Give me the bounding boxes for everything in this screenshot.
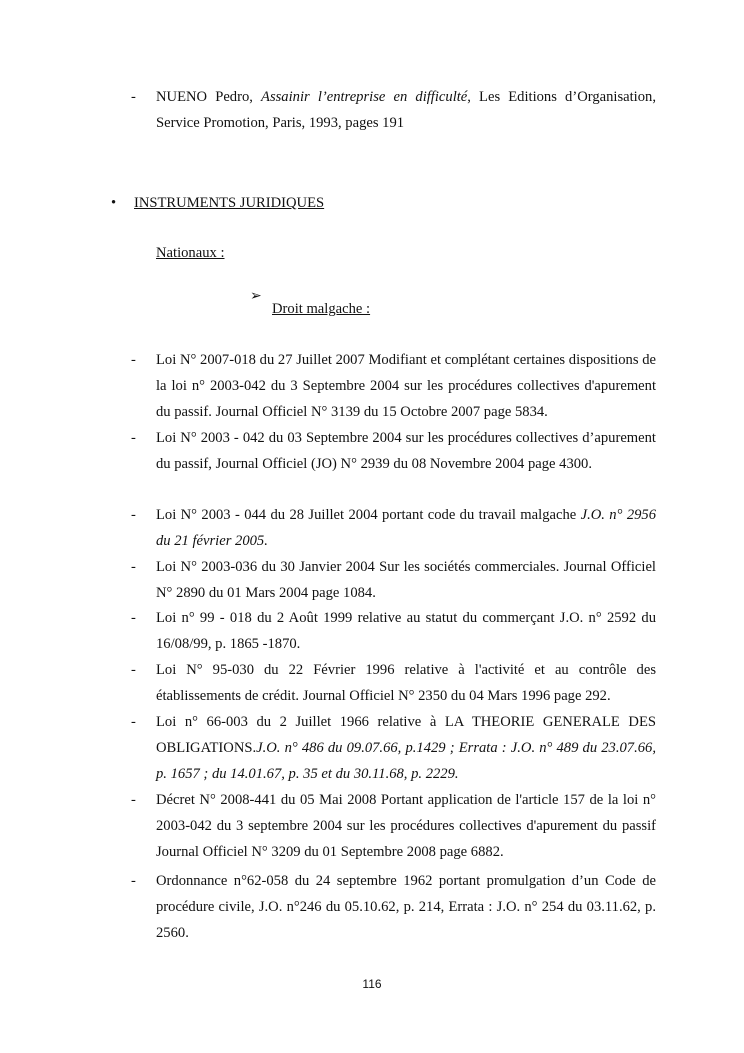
law-text: Loi n° 99 - 018 du 2 Août 1999 relative au statut du commerçant J.O. n° 2592 du 16/08/99, p. 1865 -1870. bbox=[156, 610, 656, 652]
law-item bbox=[156, 869, 656, 946]
law-item bbox=[156, 710, 656, 787]
law-text: Loi N° 95-030 du 22 Février 1996 relative à l'activité et au contrôle des établissements de crédit. Journal Officiel N° 2350 du 04 Mars 1996 page 292. bbox=[156, 662, 656, 704]
law-item bbox=[156, 658, 656, 710]
law-text: Loi N° 2003-036 du 30 Janvier 2004 Sur les sociétés commerciales. Journal Officiel N° 2890 du 01 Mars 2004 page 1084. bbox=[156, 559, 656, 601]
list-dash: - bbox=[131, 873, 136, 889]
law-item bbox=[156, 348, 656, 425]
law-item bbox=[156, 606, 656, 658]
list-dash: - bbox=[131, 352, 136, 368]
bullet-icon: • bbox=[111, 195, 117, 211]
law-item bbox=[156, 788, 656, 865]
law-text: Ordonnance n°62-058 du 24 septembre 1962 portant promulgation d’un Code de procédure civile, J.O. n°246 du 05.10.62, p. 214, Errata : J.O. n° 254 du 03.11.62, p. 2560. bbox=[156, 873, 656, 941]
list-dash: - bbox=[131, 610, 136, 626]
section-title: INSTRUMENTS JURIDIQUES bbox=[134, 195, 325, 211]
reference-title: Assainir l’entreprise en difficulté bbox=[261, 89, 468, 105]
subsection-title: Droit malgache : bbox=[272, 301, 371, 317]
list-dash: - bbox=[131, 792, 136, 808]
list-dash: - bbox=[131, 507, 136, 523]
reference-item bbox=[156, 85, 656, 137]
list-dash: - bbox=[131, 430, 136, 446]
list-dash: - bbox=[131, 559, 136, 575]
law-text: Loi N° 2007-018 du 27 Juillet 2007 Modifiant et complétant certaines dispositions de la loi n° 2003-042 du 3 Septembre 2004 sur les procédures collectives d'apurement du passif. Journal Officiel N° 3139 du 15 Octobre 2007 page 5834. bbox=[156, 352, 656, 420]
arrow-bullet-icon: ➢ bbox=[250, 288, 262, 304]
reference-publisher: , Les Editions d’Organisation, Service Promotion, Paris, 1993, pages 191 bbox=[156, 89, 656, 131]
law-reference: J.O. n° 2956 du 21 février 2005. bbox=[156, 507, 657, 549]
law-text: Loi n° 66-003 du 2 Juillet 1966 relative à LA THEORIE GENERALE DES OBLIGATIONS. bbox=[156, 714, 656, 756]
law-text: Loi N° 2003 - 042 du 03 Septembre 2004 sur les procédures collectives d’apurement du passif, Journal Officiel (JO) N° 2939 du 08 Novembre 2004 page 4300. bbox=[156, 430, 656, 472]
reference-author: NUENO Pedro, bbox=[156, 89, 262, 105]
law-text: Décret N° 2008-441 du 05 Mai 2008 Portant application de l'article 157 de la loi n° 2003-042 du 3 septembre 2004 sur les procédures collectives d'apurement du passif Journal Officiel N° 3209 du 01 Septembre 2008 page 6882. bbox=[156, 792, 656, 860]
law-item bbox=[156, 503, 656, 555]
law-item bbox=[156, 426, 656, 478]
law-reference: J.O. n° 486 du 09.07.66, p.1429 ; Errata : J.O. n° 489 du 23.07.66, p. 1657 ; du 14.01.67, p. 35 et du 30.11.68, p. 2229. bbox=[156, 739, 656, 782]
subtitle-nationaux: Nationaux : bbox=[156, 245, 225, 261]
list-dash: - bbox=[131, 662, 136, 678]
law-item bbox=[156, 555, 656, 607]
list-dash: - bbox=[131, 714, 136, 730]
list-dash: - bbox=[131, 89, 136, 105]
law-text: Loi N° 2003 - 044 du 28 Juillet 2004 portant code du travail malgache bbox=[156, 507, 581, 523]
page-number: 116 bbox=[362, 977, 382, 991]
